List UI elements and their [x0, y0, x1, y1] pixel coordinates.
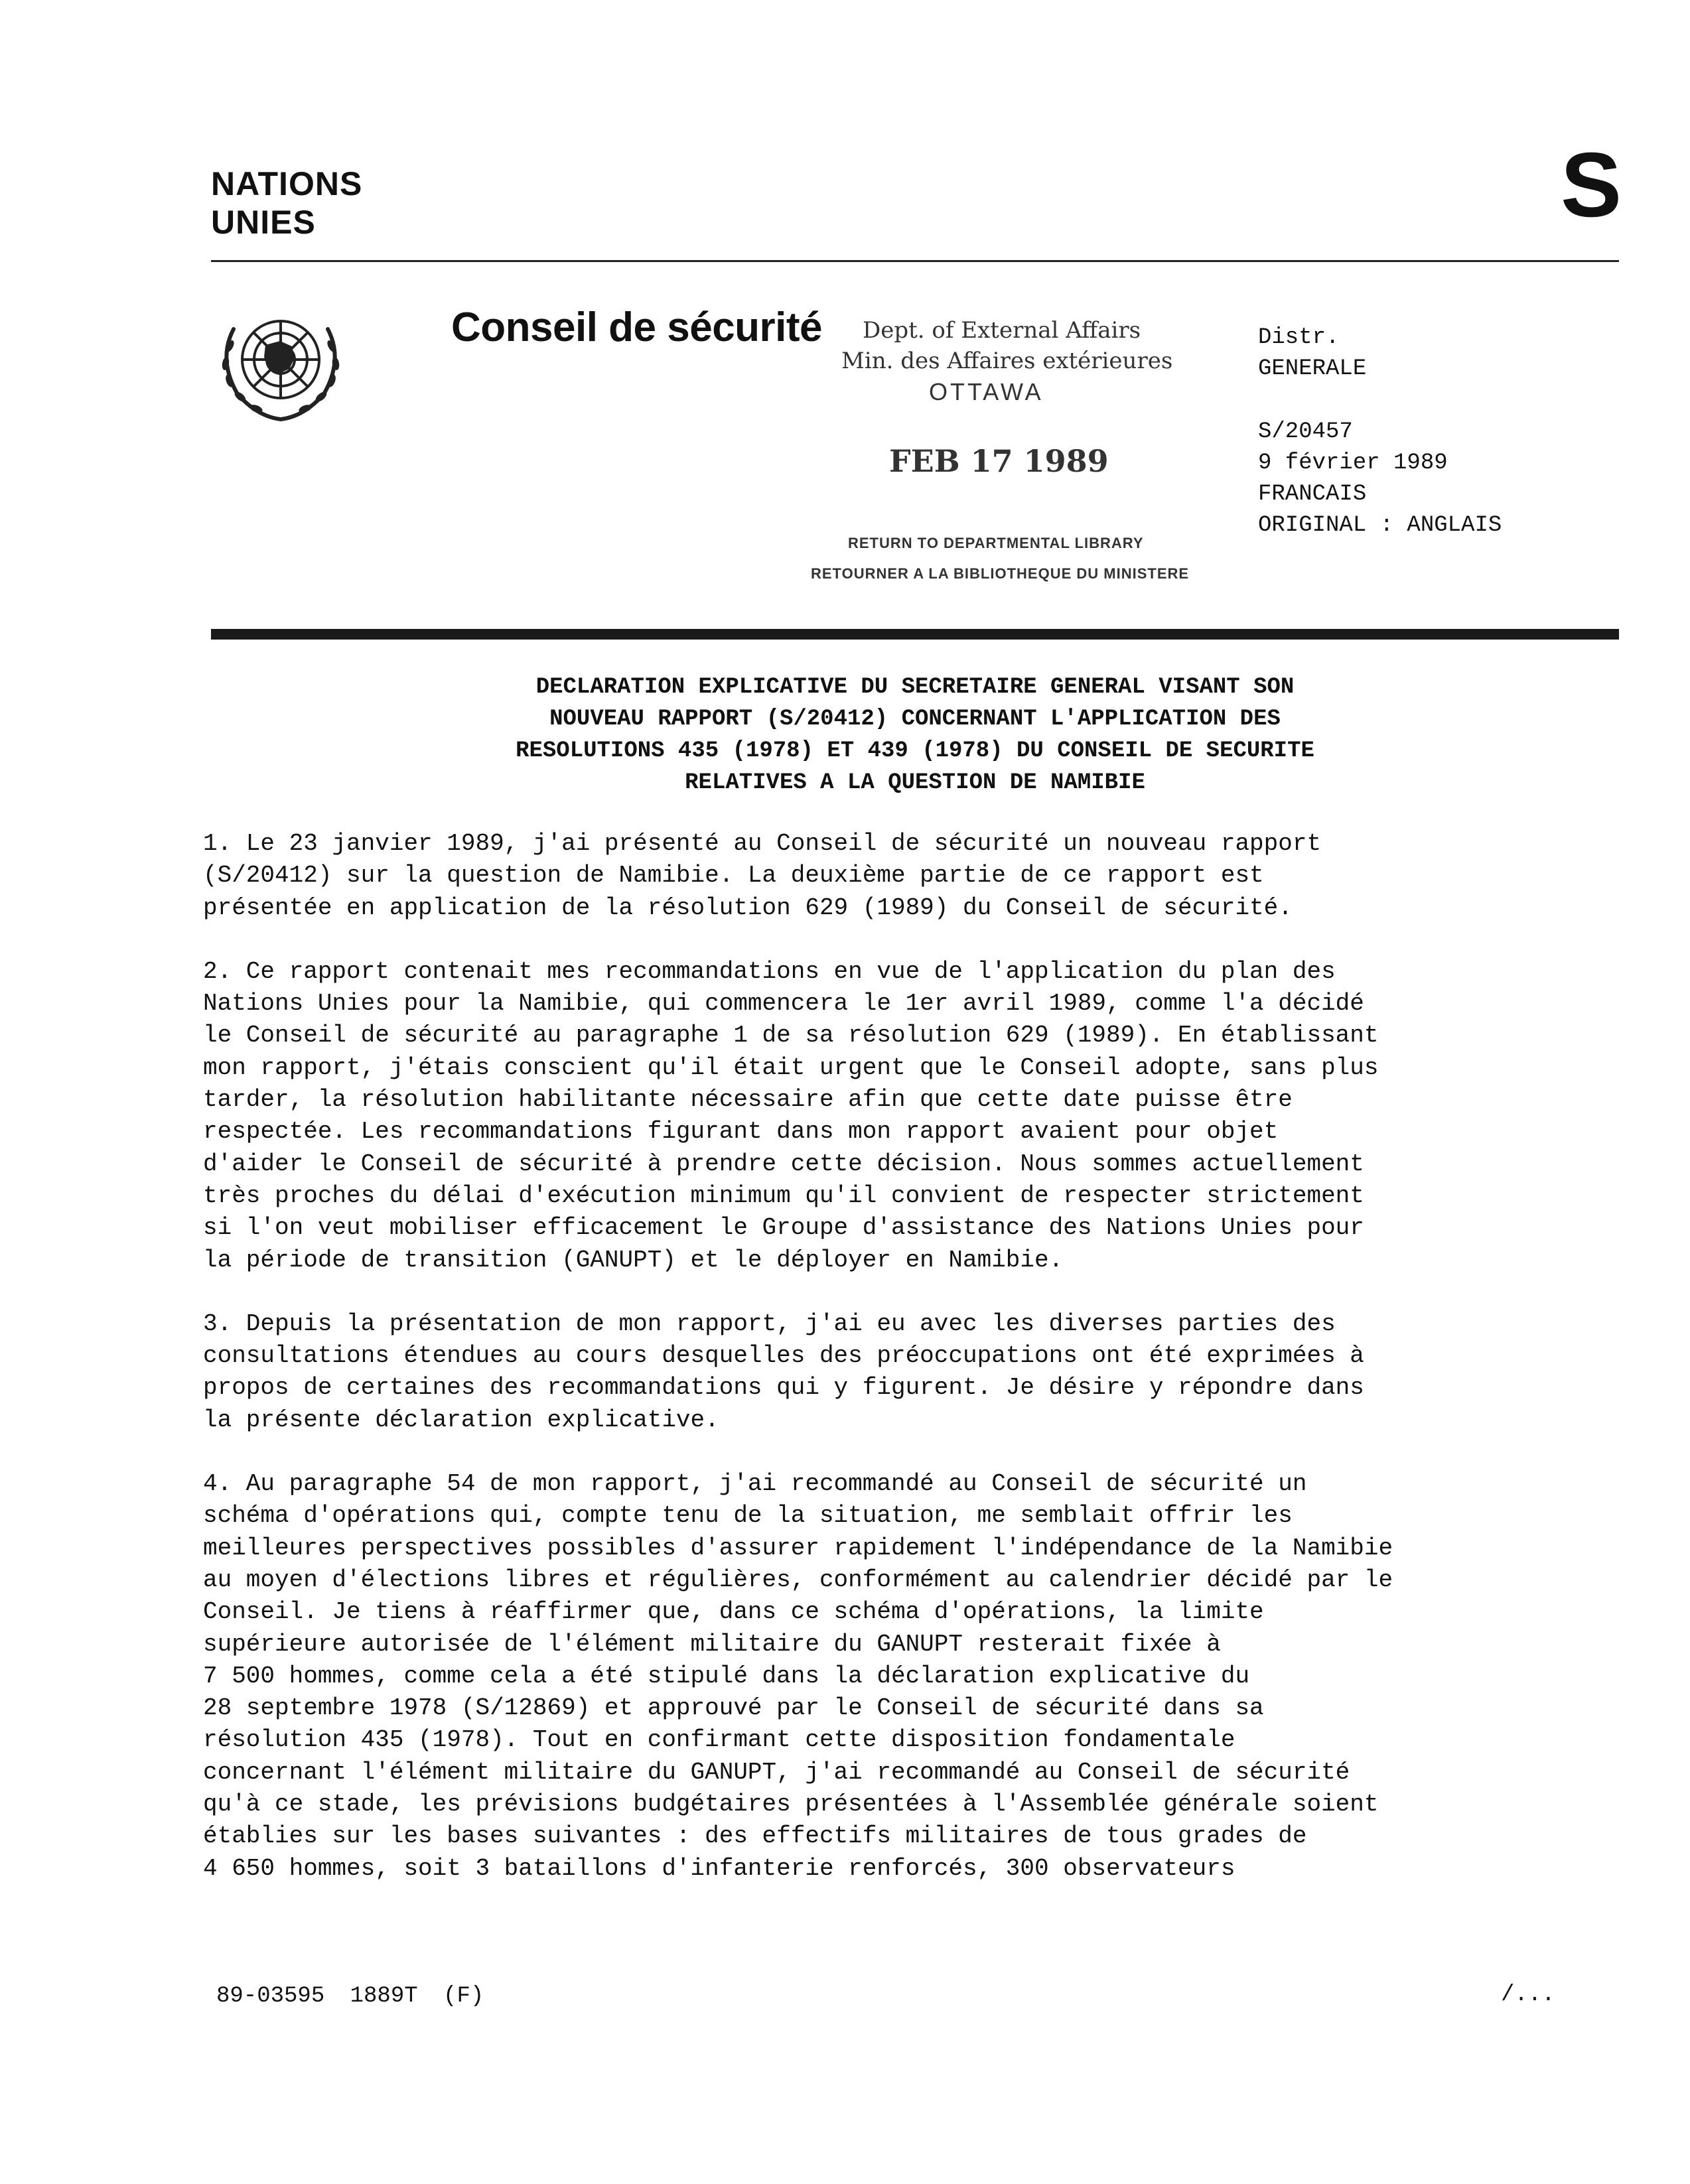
- footer-continuation: /...: [1501, 1982, 1555, 2008]
- document-language: FRANCAIS: [1258, 482, 1367, 507]
- text-line: 3. Depuis la présentation de mon rapport, j'ai eu avec les diverses parties des: [203, 1310, 1336, 1337]
- distr-value: GENERALE: [1258, 356, 1367, 381]
- organization-line-1: NATIONS: [211, 165, 363, 202]
- paragraph-1: [203, 828, 1623, 924]
- stamp-department: Dept. of External Affairs: [863, 317, 1141, 344]
- paragraph-3: [203, 1308, 1623, 1436]
- footer-reference: 89-03595 1889T (F): [216, 1984, 484, 2009]
- text-line: le Conseil de sécurité au paragraphe 1 de sa résolution 629 (1989). En établissant: [203, 1022, 1379, 1050]
- header-rule: [211, 260, 1619, 262]
- document-title: [211, 671, 1619, 799]
- council-name: Conseil de sécurité: [451, 305, 823, 350]
- text-line: si l'on veut mobiliser efficacement le Groupe d'assistance des Nations Unies pour: [203, 1214, 1364, 1242]
- text-line: tarder, la résolution habilitante nécessaire afin que cette date puisse être: [203, 1086, 1293, 1114]
- organization-name: [211, 165, 362, 241]
- original-language: ORIGINAL : ANGLAIS: [1258, 513, 1502, 538]
- un-emblem-icon: [211, 303, 350, 427]
- title-line: RESOLUTIONS 435 (1978) ET 439 (1978) DU CONSEIL DE SECURITE: [516, 738, 1314, 764]
- text-line: Nations Unies pour la Namibie, qui commencera le 1er avril 1989, comme l'a décidé: [203, 990, 1364, 1018]
- text-line: supérieure autorisée de l'élément militaire du GANUPT resterait fixée à: [203, 1630, 1221, 1658]
- text-line: 4. Au paragraphe 54 de mon rapport, j'ai recommandé au Conseil de sécurité un: [203, 1470, 1307, 1498]
- stamp-ministry: Min. des Affaires extérieures: [841, 348, 1173, 374]
- text-line: mon rapport, j'étais conscient qu'il était urgent que le Conseil adopte, sans plus: [203, 1054, 1379, 1081]
- organization-line-2: UNIES: [211, 204, 316, 241]
- stamp-date: FEB 17 1989: [889, 443, 1109, 479]
- distr-label: Distr.: [1258, 325, 1340, 350]
- text-line: établies sur les bases suivantes : des effectifs militaires de tous grades de: [203, 1822, 1307, 1850]
- title-line: DECLARATION EXPLICATIVE DU SECRETAIRE GENERAL VISANT SON: [535, 675, 1295, 700]
- paragraph-4: [203, 1468, 1623, 1885]
- text-line: 28 septembre 1978 (S/12869) et approuvé par le Conseil de sécurité dans sa: [203, 1694, 1264, 1722]
- distribution-block: [1258, 322, 1502, 541]
- text-line: qu'à ce stade, les prévisions budgétaires présentées à l'Assemblée générale soient: [203, 1791, 1379, 1818]
- text-line: 2. Ce rapport contenait mes recommandations en vue de l'application du plan des: [203, 957, 1336, 985]
- text-line: 4 650 hommes, soit 3 bataillons d'infanterie renforcés, 300 observateurs: [203, 1854, 1235, 1882]
- paragraph-2: [203, 956, 1623, 1276]
- text-line: schéma d'opérations qui, compte tenu de la situation, me semblait offrir les: [203, 1502, 1293, 1530]
- title-line: NOUVEAU RAPPORT (S/20412) CONCERNANT L'APPLICATION DES: [549, 707, 1281, 732]
- document-symbol-letter: S: [1561, 134, 1622, 236]
- text-line: la présente déclaration explicative.: [203, 1406, 719, 1434]
- text-line: 1. Le 23 janvier 1989, j'ai présenté au Conseil de sécurité un nouveau rapport: [203, 830, 1322, 857]
- text-line: très proches du délai d'exécution minimum qu'il convient de respecter strictement: [203, 1182, 1364, 1209]
- text-line: la période de transition (GANUPT) et le déployer en Namibie.: [203, 1246, 1064, 1274]
- stamp-return-french: RETOURNER A LA BIBLIOTHEQUE DU MINISTERE: [811, 565, 1190, 582]
- stamp-city: OTTAWA: [929, 378, 1044, 405]
- document-symbol: S/20457: [1258, 419, 1353, 444]
- text-line: 7 500 hommes, comme cela a été stipulé dans la déclaration explicative du: [203, 1662, 1250, 1690]
- text-line: concernant l'élément militaire du GANUPT, j'ai recommandé au Conseil de sécurité: [203, 1758, 1350, 1786]
- text-line: au moyen d'élections libres et régulières, conformément au calendrier décidé par le: [203, 1566, 1393, 1594]
- section-rule: [211, 629, 1619, 640]
- text-line: résolution 435 (1978). Tout en confirmant cette disposition fondamentale: [203, 1726, 1235, 1754]
- document-date: 9 février 1989: [1258, 450, 1448, 476]
- title-line: RELATIVES A LA QUESTION DE NAMIBIE: [685, 770, 1145, 795]
- text-line: consultations étendues au cours desquelles des préoccupations ont été exprimées à: [203, 1342, 1364, 1370]
- text-line: propos de certaines des recommandations qui y figurent. Je désire y répondre dans: [203, 1374, 1364, 1402]
- document-body: [203, 828, 1623, 1917]
- text-line: Conseil. Je tiens à réaffirmer que, dans ce schéma d'opérations, la limite: [203, 1598, 1264, 1626]
- text-line: (S/20412) sur la question de Namibie. La deuxième partie de ce rapport est: [203, 862, 1264, 890]
- stamp-return-english: RETURN TO DEPARTMENTAL LIBRARY: [848, 535, 1144, 551]
- text-line: présentée en application de la résolution 629 (1989) du Conseil de sécurité.: [203, 894, 1293, 921]
- text-line: d'aider le Conseil de sécurité à prendre cette décision. Nous sommes actuellement: [203, 1150, 1364, 1178]
- text-line: respectée. Les recommandations figurant dans mon rapport avaient pour objet: [203, 1118, 1279, 1146]
- text-line: meilleures perspectives possibles d'assurer rapidement l'indépendance de la Namibie: [203, 1534, 1393, 1562]
